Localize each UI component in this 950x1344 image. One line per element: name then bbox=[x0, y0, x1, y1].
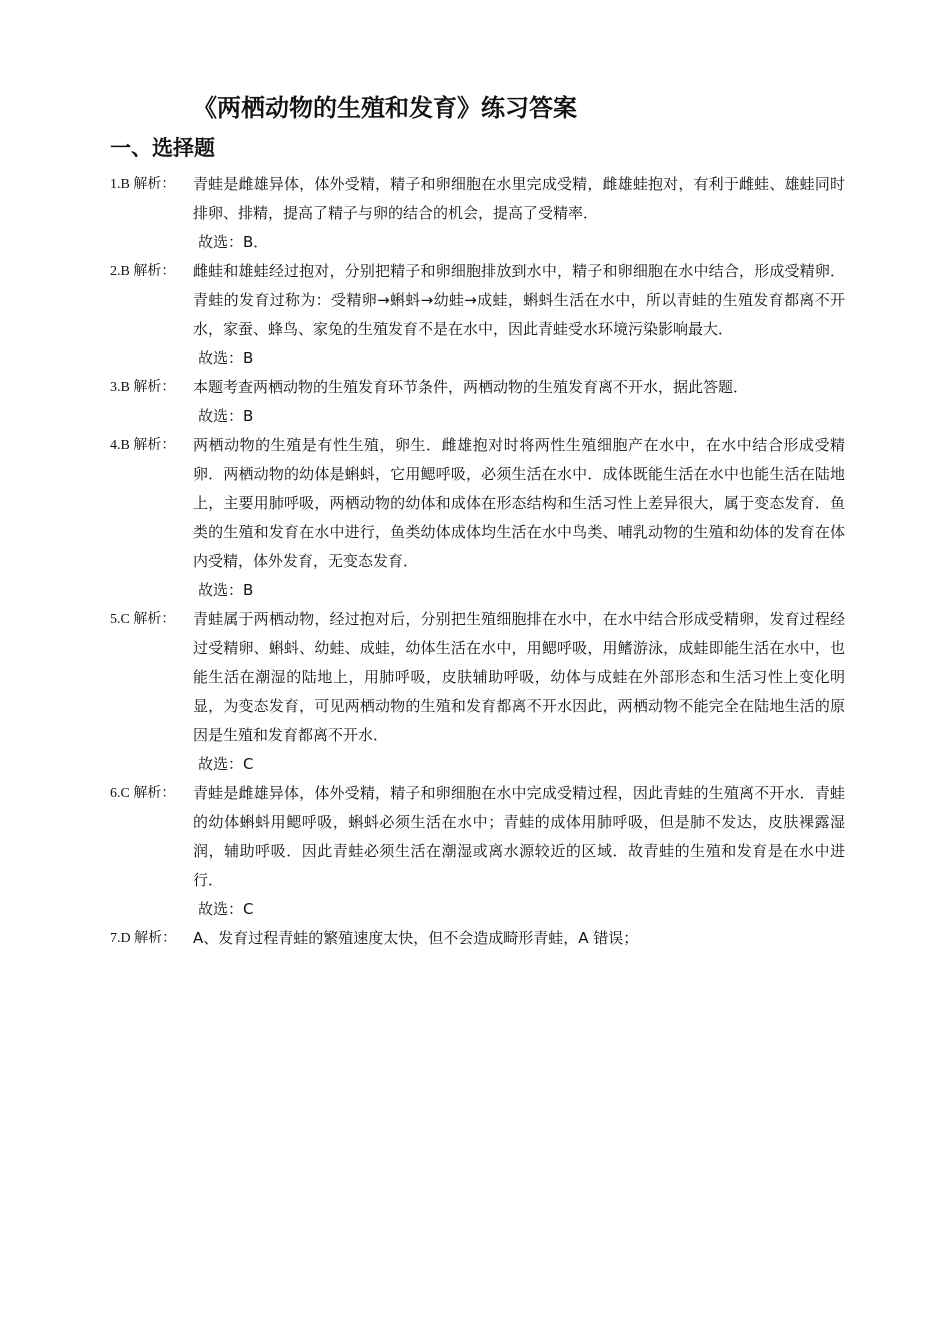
list-item bbox=[110, 924, 845, 953]
item-number: 5.C 解析： bbox=[110, 612, 176, 627]
item-answer: 故选：B bbox=[198, 581, 254, 599]
item-answer: 故选：C bbox=[198, 755, 254, 773]
item-number: 1.B 解析： bbox=[110, 177, 176, 192]
item-answer: 故选：C bbox=[198, 900, 254, 918]
list-item bbox=[110, 373, 845, 431]
list-item bbox=[110, 257, 845, 373]
item-explanation: 青蛙是雌雄异体，体外受精，精子和卵细胞在水里完成受精，雌雄蛙抱对，有利于雌蛙、雄蛙同时排卵、排精，提高了精子与卵的结合的机会，提高了受精率． bbox=[193, 175, 845, 222]
page-title: 《两栖动物的生殖和发育》练习答案 bbox=[193, 94, 577, 122]
item-answer: 故选：B． bbox=[198, 233, 269, 251]
item-number: 3.B 解析： bbox=[110, 380, 176, 395]
item-explanation: 本题考查两栖动物的生殖发育环节条件，两栖动物的生殖发育离不开水，据此答题． bbox=[193, 378, 749, 396]
item-explanation: 青蛙属于两栖动物，经过抱对后，分别把生殖细胞排在水中，在水中结合形成受精卵，发育过程经过受精卵、蝌蚪、幼蛙、成蛙，幼体生活在水中，用鳃呼吸，用鳍游泳，成蛙即能生活在水中，也能生活在潮湿的陆地上，用肺呼吸，皮肤辅助呼吸，幼体与成蛙在外部形态和生活习性上变化明显，为变态发育，可见两栖动物的生殖和发育都离不开水因此，两栖动物不能完全在陆地生活的原因是生殖和发育都离不开水． bbox=[193, 610, 845, 744]
item-explanation: A、发育过程青蛙的繁殖速度太快，但不会造成畸形青蛙，A 错误； bbox=[193, 929, 639, 947]
item-number: 6.C 解析： bbox=[110, 786, 176, 801]
item-answer: 故选：B bbox=[198, 407, 254, 425]
list-item bbox=[110, 431, 845, 605]
list-item bbox=[110, 779, 845, 924]
item-number: 2.B 解析： bbox=[110, 264, 176, 279]
item-explanation: 青蛙是雌雄异体，体外受精，精子和卵细胞在水中完成受精过程，因此青蛙的生殖离不开水．青蛙的幼体蝌蚪用鳃呼吸，蝌蚪必须生活在水中；青蛙的成体用肺呼吸，但是肺不发达，皮肤裸露湿润，辅助呼吸．因此青蛙必须生活在潮湿或离水源较近的区域．故青蛙的生殖和发育是在水中进行． bbox=[193, 784, 845, 889]
section-heading: 一、选择题 bbox=[110, 136, 215, 160]
item-number: 4.B 解析： bbox=[110, 438, 176, 453]
item-explanation: 雌蛙和雄蛙经过抱对，分别把精子和卵细胞排放到水中，精子和卵细胞在水中结合，形成受精卵．青蛙的发育过称为：受精卵→蝌蚪→幼蛙→成蛙，蝌蚪生活在水中，所以青蛙的生殖发育都离不开水，家蚕、蜂鸟、家兔的生殖发育不是在水中，因此青蛙受水环境污染影响最大． bbox=[193, 262, 845, 338]
list-item bbox=[110, 605, 845, 779]
answer-list bbox=[110, 170, 845, 953]
item-number: 7.D 解析： bbox=[110, 931, 177, 946]
item-explanation: 两栖动物的生殖是有性生殖，卵生．雌雄抱对时将两性生殖细胞产在水中，在水中结合形成受精卵．两栖动物的幼体是蝌蚪，它用鳃呼吸，必须生活在水中．成体既能生活在水中也能生活在陆地上，主要用肺呼吸，两栖动物的幼体和成体在形态结构和生活习性上差异很大，属于变态发育．鱼类的生殖和发育在水中进行，鱼类幼体成体均生活在水中鸟类、哺乳动物的生殖和幼体的发育在体内受精，体外发育，无变态发育． bbox=[193, 436, 845, 570]
item-answer: 故选：B bbox=[198, 349, 254, 367]
list-item bbox=[110, 170, 845, 257]
